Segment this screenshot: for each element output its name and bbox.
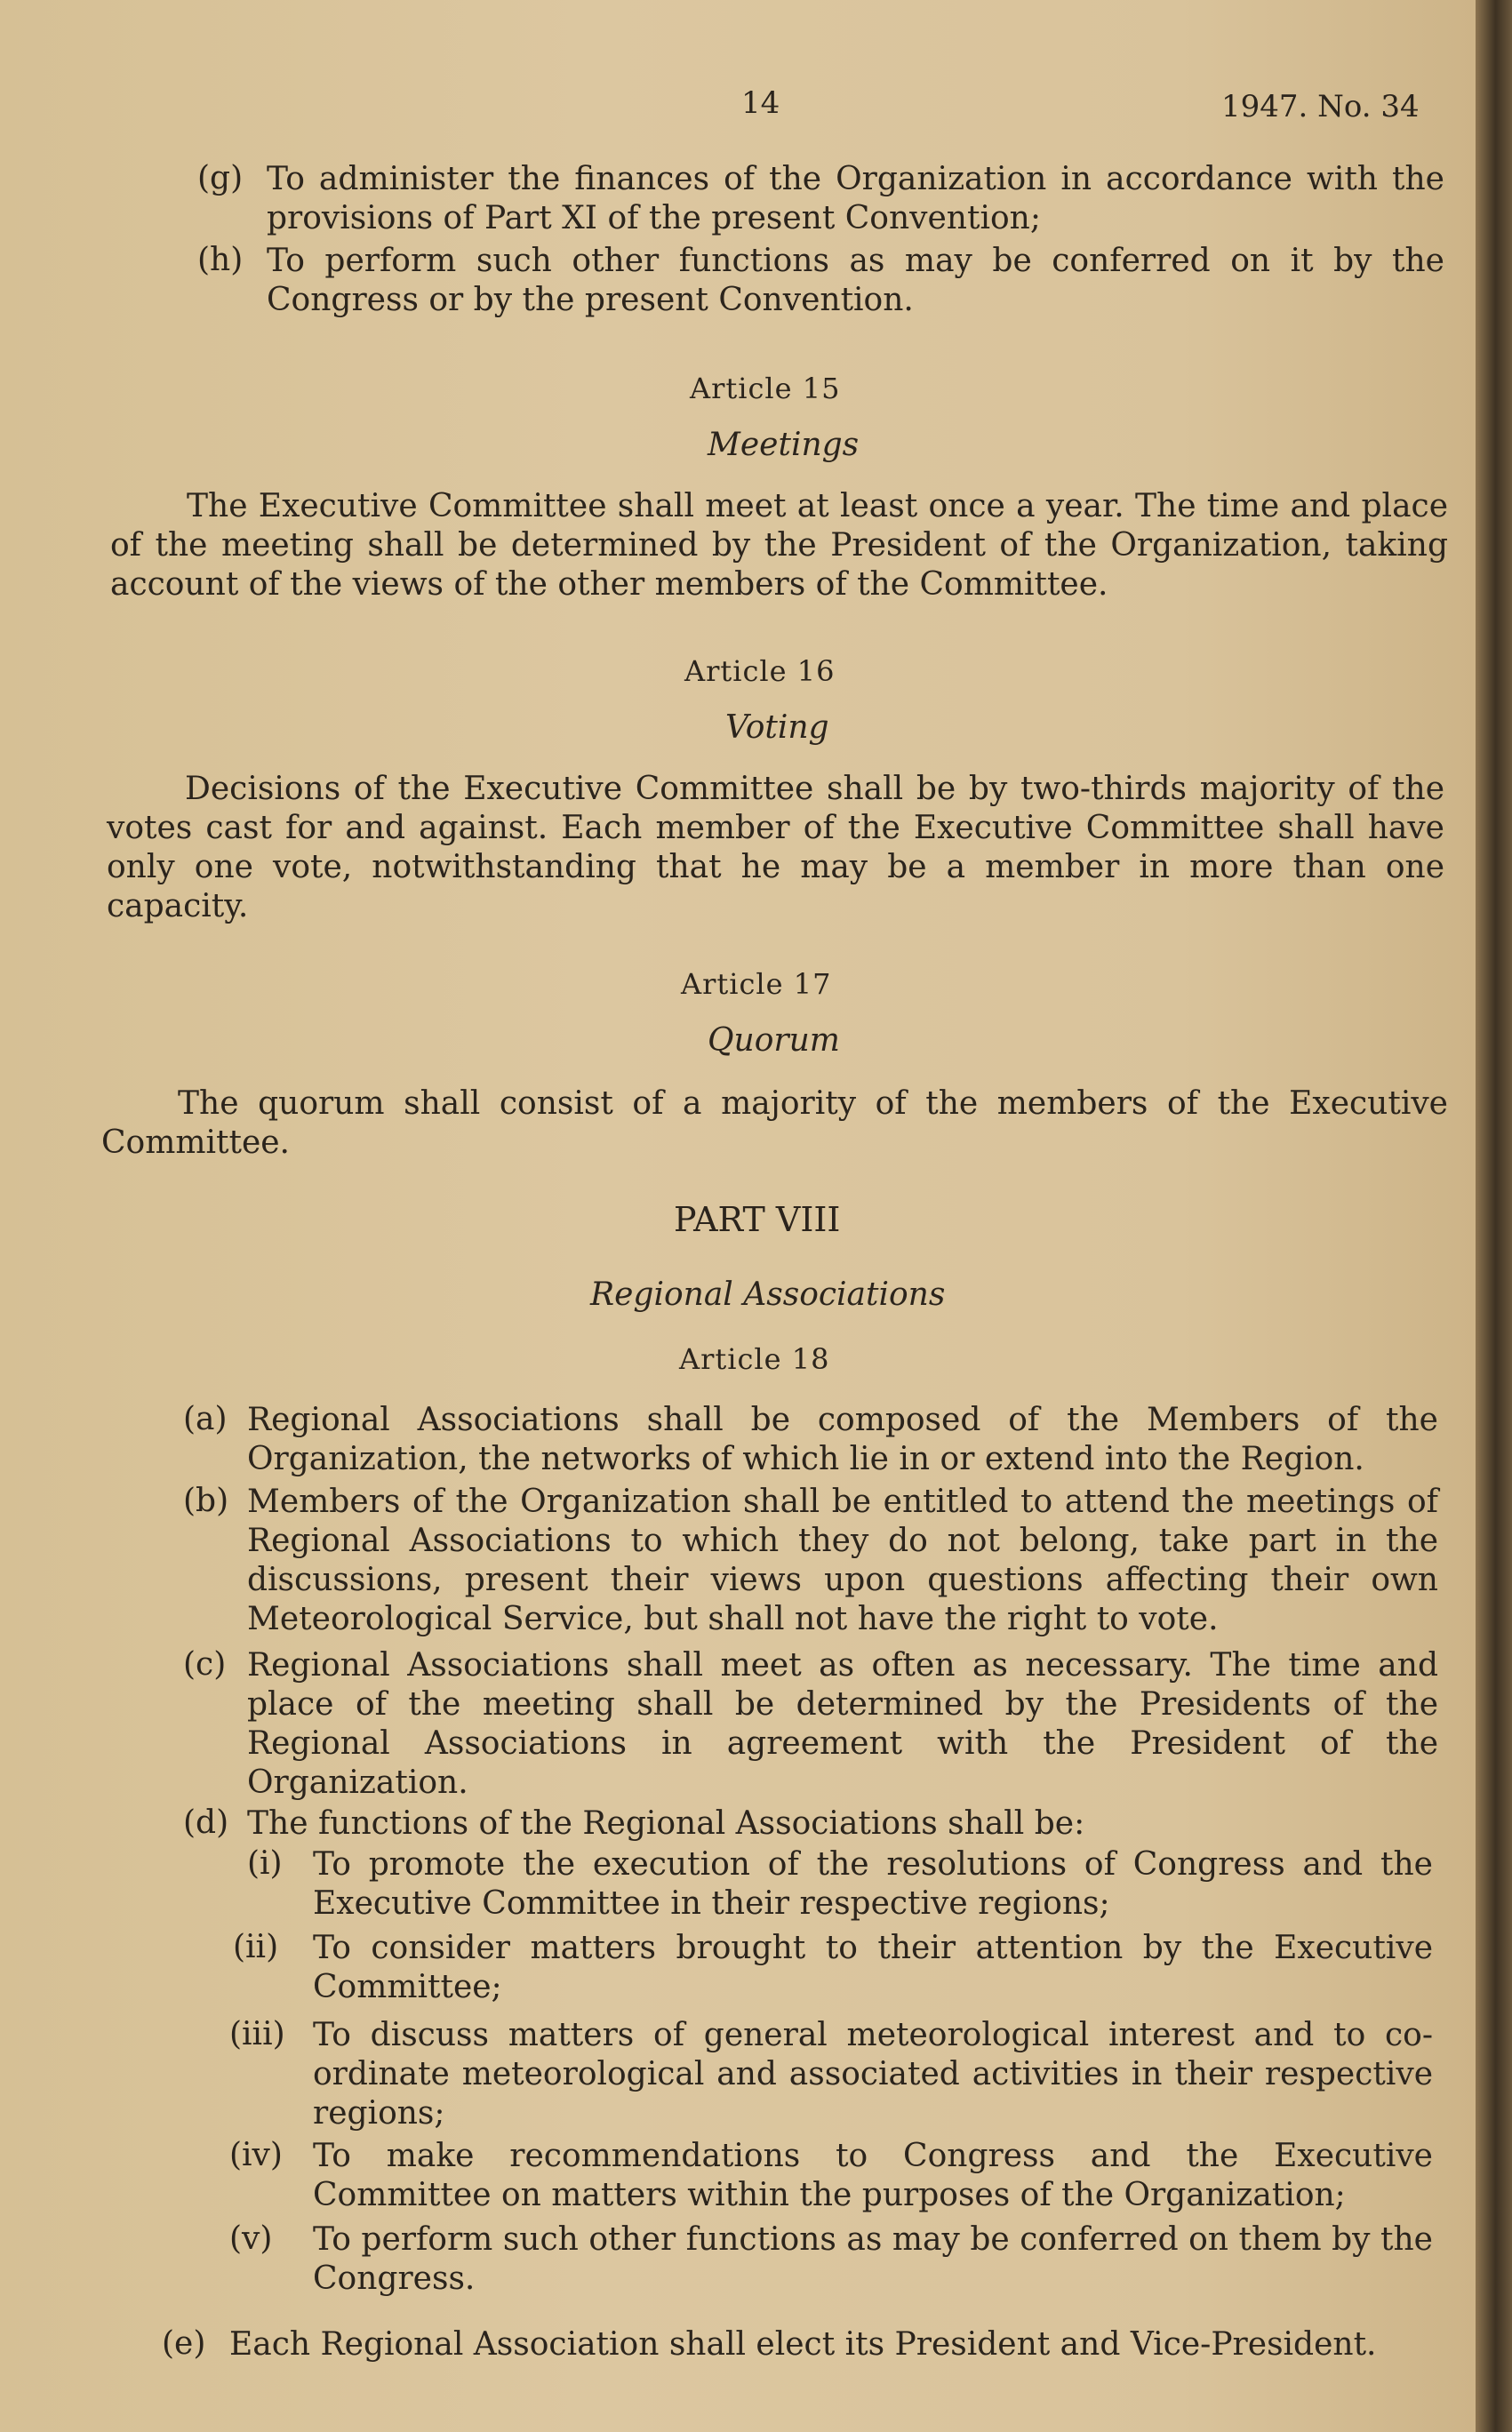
subitem-label-ii: (ii) — [233, 1929, 279, 1965]
item-text-b: Members of the Organization shall be entitled to attend the meetings of Regional Associations to which they do not belong, take part in the discussions, present their views upon questions affecting their own Meteorological Service, but shall not have the right to vote. — [247, 1484, 1438, 1637]
part-title: Regional Associations — [590, 1276, 946, 1313]
document-reference: 1947. No. 34 — [1221, 89, 1420, 124]
subitem-label-iii: (iii) — [229, 2016, 285, 2052]
item-label-e: (e) — [162, 2325, 206, 2362]
item-label-a: (a) — [183, 1401, 228, 1437]
subitem-text-iii: To discuss matters of general meteorological interest and to co-ordinate meteorological and associated activities in their respective regions; — [313, 2017, 1433, 2132]
item-label-b: (b) — [183, 1483, 229, 1519]
subitem-label-i: (i) — [247, 1845, 283, 1882]
article-17-text: The quorum shall consist of a majority of the members of the Executive Committee. — [101, 1085, 1448, 1161]
item-text-d: The functions of the Regional Associations shall be: — [247, 1805, 1085, 1842]
part-heading: PART VIII — [674, 1200, 841, 1239]
article-17-heading: Article 17 — [681, 967, 832, 1001]
article-15-heading: Article 15 — [690, 372, 841, 405]
item-text-c: Regional Associations shall meet as often as necessary. The time and place of the meeting shall be determined by the Presidents of the Regional Associations in agreement with the President of the Organization. — [247, 1647, 1438, 1801]
article-16-title: Voting — [725, 709, 829, 746]
item-text-g: To administer the finances of the Organization in accordance with the provisions of Part XI of the present Convention; — [267, 161, 1444, 236]
item-text-h: To perform such other functions as may be conferred on it by the Congress or by the present Convention. — [267, 243, 1444, 318]
item-label-d: (d) — [183, 1804, 229, 1841]
article-18-heading: Article 18 — [679, 1342, 830, 1376]
page-number: 14 — [741, 85, 780, 121]
article-15-title: Meetings — [708, 427, 860, 463]
subitem-label-iv: (iv) — [229, 2137, 283, 2173]
item-label-h: (h) — [197, 242, 244, 278]
subitem-text-ii: To consider matters brought to their attention by the Executive Committee; — [313, 1930, 1433, 2005]
item-label-g: (g) — [197, 160, 244, 196]
subitem-text-i: To promote the execution of the resolutions of Congress and the Executive Committee in their respective regions; — [313, 1846, 1433, 1922]
subitem-text-v: To perform such other functions as may be conferred on them by the Congress. — [313, 2221, 1433, 2297]
item-text-a: Regional Associations shall be composed of the Members of the Organization, the networks of which lie in or extend into the Region. — [247, 1402, 1438, 1477]
subitem-label-v: (v) — [229, 2220, 273, 2257]
item-text-e: Each Regional Association shall elect its President and Vice-President. — [229, 2326, 1377, 2363]
article-17-title: Quorum — [708, 1022, 840, 1059]
article-16-heading: Article 16 — [684, 654, 836, 688]
book-binding-edge — [1476, 0, 1512, 2432]
item-label-c: (c) — [183, 1646, 227, 1683]
article-16-text: Decisions of the Executive Committee shall be by two-thirds majority of the votes cast for and against. Each member of the Executive Committee shall have only one vote, notwithstanding that he may be a member in more than one capacity. — [107, 771, 1444, 924]
subitem-text-iv: To make recommendations to Congress and the Executive Committee on matters within the purposes of the Organization; — [313, 2138, 1433, 2213]
article-15-text: The Executive Committee shall meet at least once a year. The time and place of the meeting shall be determined by the President of the Organization, taking account of the views of the other members of the Committee. — [110, 488, 1448, 603]
